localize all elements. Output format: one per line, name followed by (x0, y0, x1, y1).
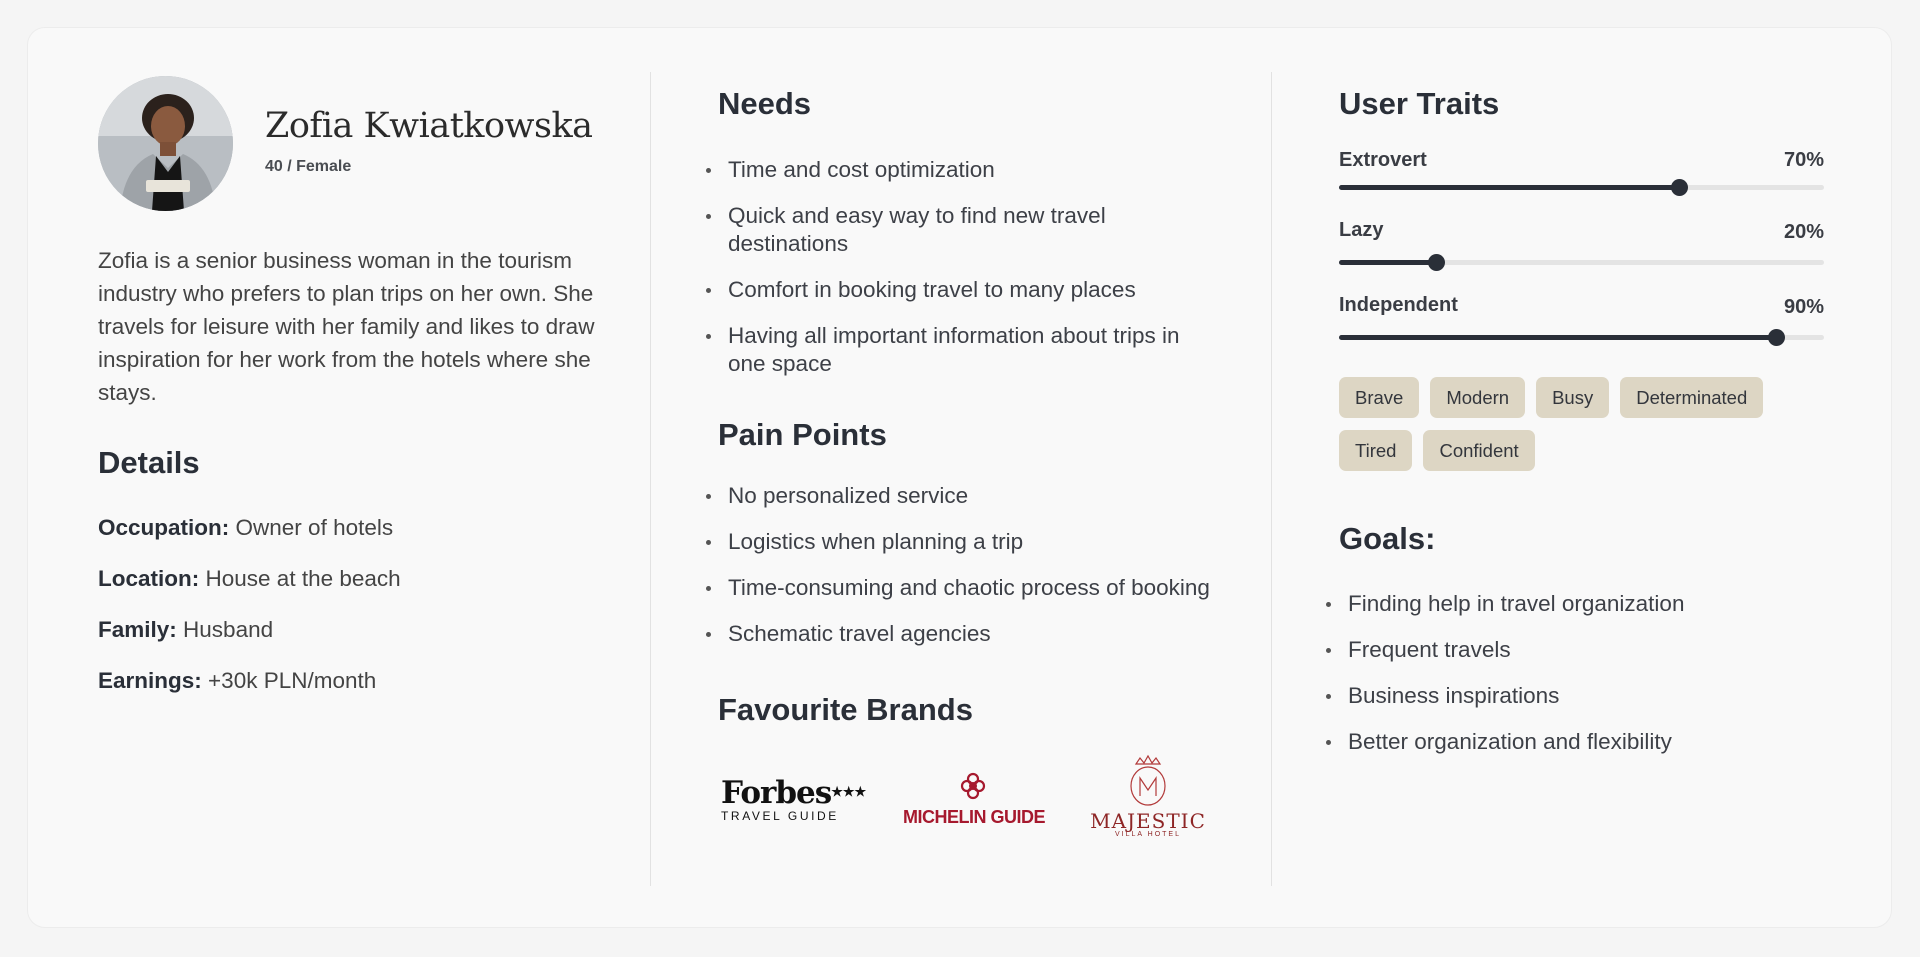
avatar (98, 76, 233, 211)
trait-tag: Confident (1423, 430, 1534, 471)
trait-slider-extrovert[interactable] (1339, 185, 1824, 190)
trait-slider-lazy[interactable] (1339, 260, 1824, 265)
trait-value: 70% (1783, 149, 1824, 171)
column-divider (1271, 72, 1272, 886)
slider-fill (1339, 185, 1679, 190)
detail-value: Husband (183, 617, 274, 642)
slider-fill (1339, 335, 1776, 340)
list-item: Quick and easy way to find new travel destinations (706, 202, 1206, 258)
list-item: No personalized service (706, 482, 1246, 510)
detail-family (98, 617, 273, 643)
list-item: Finding help in travel organization (1326, 590, 1846, 618)
list-item: Business inspirations (1326, 682, 1846, 710)
slider-fill (1339, 260, 1436, 265)
persona-name: Zofia Kwiatkowska (265, 106, 593, 146)
trait-label: Lazy (1339, 219, 1384, 241)
detail-key: Family: (98, 617, 177, 642)
needs-heading: Needs (718, 86, 812, 121)
detail-value: +30k PLN/month (208, 668, 377, 693)
trait-label: Independent (1339, 294, 1458, 316)
brand-name: Forbes (721, 775, 832, 811)
forbes-travel-guide-logo (721, 775, 867, 823)
person-portrait-icon (98, 76, 233, 211)
detail-occupation (98, 515, 393, 541)
trait-value: 20% (1783, 221, 1824, 243)
trait-tag: Modern (1430, 377, 1525, 418)
star-icon: ★★★ (831, 785, 867, 800)
list-item: Better organization and flexibility (1326, 728, 1846, 756)
persona-card (27, 27, 1892, 928)
detail-earnings (98, 668, 376, 694)
goals-list (1326, 590, 1846, 756)
favourite-brands-heading: Favourite Brands (718, 692, 973, 727)
column-divider (650, 72, 651, 886)
trait-value: 90% (1783, 296, 1824, 318)
slider-handle[interactable] (1768, 329, 1785, 346)
detail-value: House at the beach (205, 566, 401, 591)
list-item: Time-consuming and chaotic process of booking (706, 574, 1246, 602)
user-traits-heading: User Traits (1339, 86, 1500, 121)
details-heading: Details (98, 445, 200, 480)
needs-list (706, 156, 1206, 378)
brand-name: MICHELIN GUIDE (903, 807, 1046, 827)
trait-label: Extrovert (1339, 149, 1427, 171)
detail-value: Owner of hotels (235, 515, 394, 540)
majestic-crest-icon (1126, 754, 1170, 806)
brand-subtitle: VILLA HOTEL (1115, 831, 1181, 838)
trait-slider-independent[interactable] (1339, 335, 1824, 340)
list-item: Frequent travels (1326, 636, 1846, 664)
slider-handle[interactable] (1428, 254, 1445, 271)
brand-subtitle: TRAVEL GUIDE (721, 809, 839, 823)
trait-tag: Tired (1339, 430, 1412, 471)
trait-tag: Brave (1339, 377, 1419, 418)
list-item: Comfort in booking travel to many places (706, 276, 1206, 304)
majestic-villa-hotel-logo (1088, 754, 1208, 838)
detail-key: Earnings: (98, 668, 202, 693)
michelin-guide-logo (903, 772, 1046, 828)
michelin-star-icon (959, 772, 987, 800)
persona-bio: Zofia is a senior business woman in the tourism industry who prefers to plan trips on her own. She travels for leisure with her family and likes to draw inspiration for her work from the hotels where she stays. (98, 248, 595, 405)
trait-tag: Determinated (1620, 377, 1763, 418)
detail-location (98, 566, 401, 592)
pain-points-list (706, 482, 1246, 648)
list-item: Time and cost optimization (706, 156, 1206, 184)
persona-age-gender: 40 / Female (265, 158, 352, 175)
goals-heading: Goals: (1339, 521, 1436, 556)
list-item: Logistics when planning a trip (706, 528, 1246, 556)
brand-name: MAJESTIC (1090, 809, 1206, 833)
trait-tag: Busy (1536, 377, 1609, 418)
list-item: Schematic travel agencies (706, 620, 1246, 648)
list-item: Having all important information about trips in one space (706, 322, 1206, 378)
slider-handle[interactable] (1671, 179, 1688, 196)
detail-key: Location: (98, 566, 200, 591)
detail-key: Occupation: (98, 515, 230, 540)
trait-tags (1339, 377, 1819, 471)
pain-points-heading: Pain Points (718, 417, 887, 452)
